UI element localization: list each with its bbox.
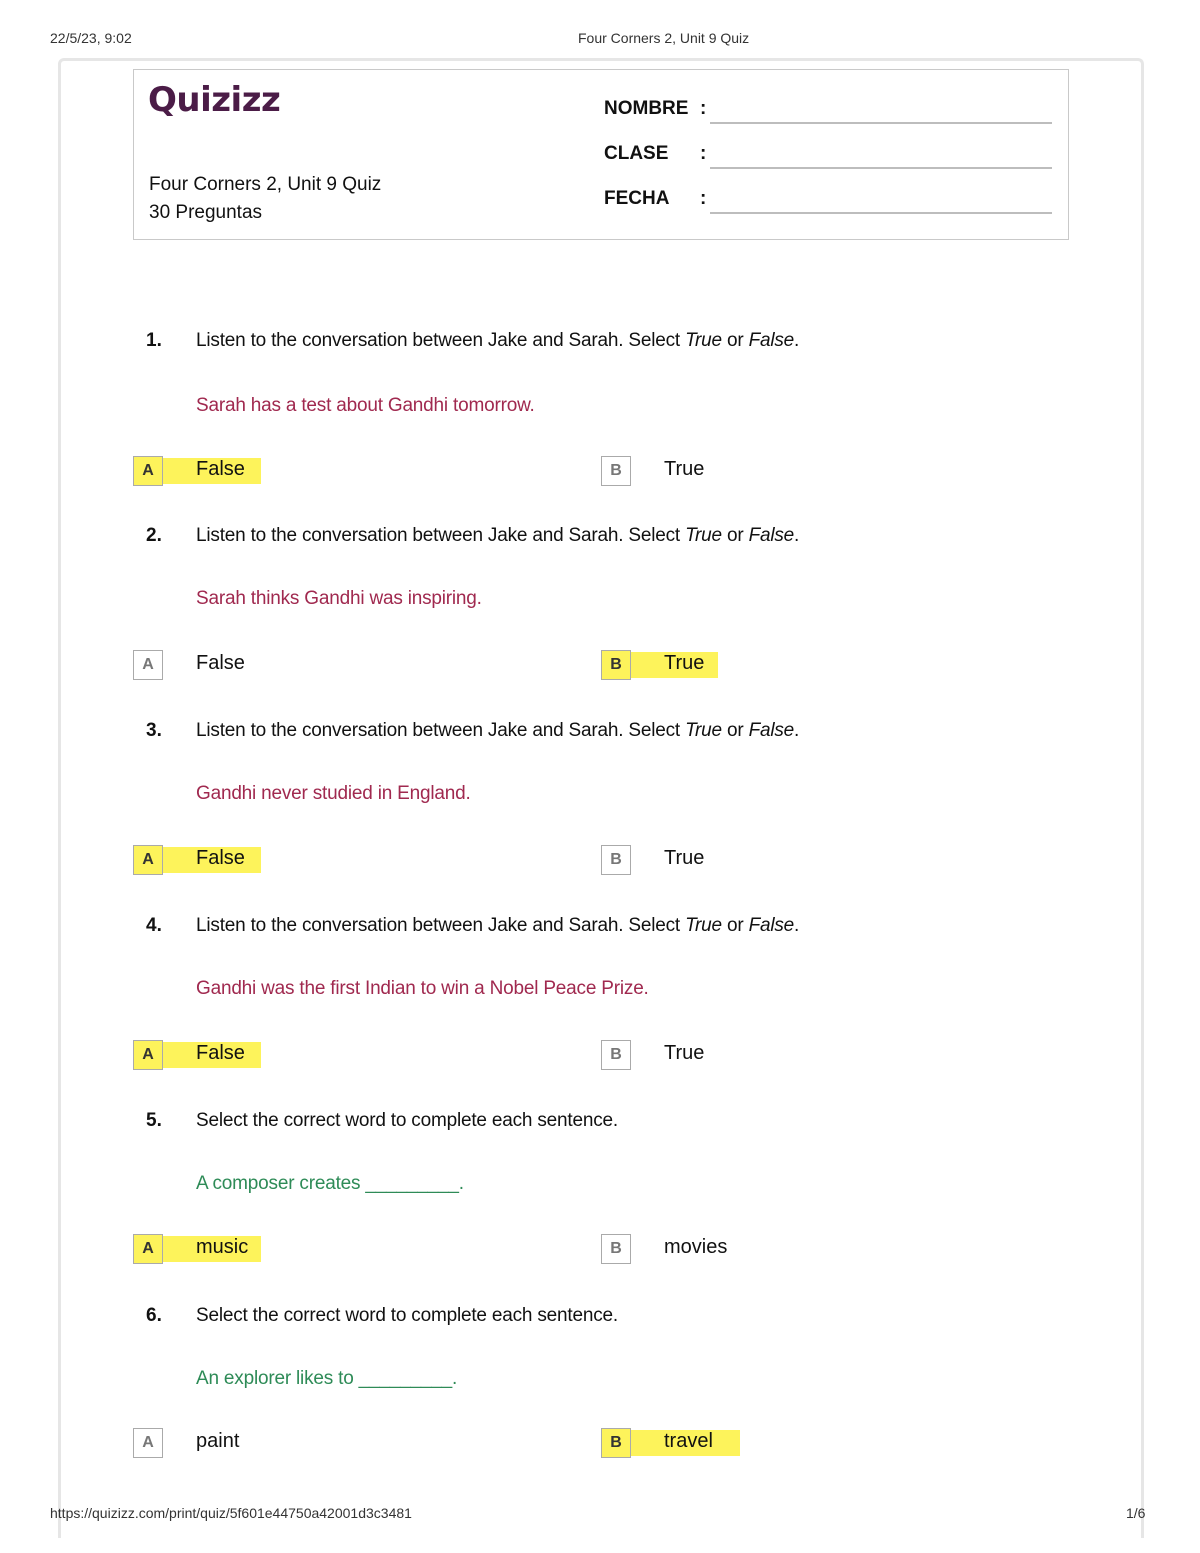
option-b-text[interactable]: movies [664,1236,728,1258]
clase-field [604,143,707,165]
question-number: 3. [146,720,162,741]
option-a-text[interactable]: False [196,1042,245,1064]
option-a-letter[interactable]: A [133,650,163,680]
question-prompt: Gandhi was the first Indian to win a Nobel Peace Prize. [196,978,649,999]
option-b-text[interactable]: True [664,458,705,480]
question-number: 1. [146,330,162,351]
option-a-text[interactable]: music [196,1236,249,1258]
question-count: 30 Preguntas [149,202,263,223]
question-prompt: An explorer likes to _________. [196,1368,458,1389]
nombre-label: NOMBRE [604,98,689,119]
option-a-text[interactable]: paint [196,1430,240,1452]
option-b-letter[interactable]: B [601,845,631,875]
option-a-letter[interactable]: A [133,456,163,486]
question-text: Listen to the conversation between Jake and Sarah. Select True or False. [196,720,800,741]
fecha-label: FECHA [604,188,670,209]
clase-label: CLASE [604,143,669,164]
question-text: Listen to the conversation between Jake and Sarah. Select True or False. [196,330,800,351]
option-b-letter[interactable]: B [601,1234,631,1264]
option-b-letter[interactable]: B [601,456,631,486]
question-number: 4. [146,915,162,936]
quiz-title: Four Corners 2, Unit 9 Quiz [149,174,382,195]
print-url: https://quizizz.com/print/quiz/5f601e44750a42001d3c3481 [50,1505,412,1521]
option-a-text[interactable]: False [196,652,245,674]
quizizz-logo: Quizizz [148,80,281,120]
option-b-text[interactable]: True [664,652,705,674]
option-a-letter[interactable]: A [133,845,163,875]
question-prompt: Sarah has a test about Gandhi tomorrow. [196,395,535,416]
fecha-line[interactable] [710,212,1052,214]
question-text: Select the correct word to complete each sentence. [196,1305,618,1326]
option-b-text[interactable]: True [664,1042,705,1064]
print-title: Four Corners 2, Unit 9 Quiz [578,30,750,46]
question-number: 6. [146,1305,162,1326]
question-text: Listen to the conversation between Jake and Sarah. Select True or False. [196,525,800,546]
option-a-text[interactable]: False [196,847,245,869]
option-a-letter[interactable]: A [133,1040,163,1070]
quiz-header [133,69,1069,240]
nombre-line[interactable] [710,122,1052,124]
question-text: Listen to the conversation between Jake and Sarah. Select True or False. [196,915,800,936]
option-b-text[interactable]: travel [664,1430,713,1452]
print-datetime: 22/5/23, 9:02 [50,30,132,46]
question-prompt: A composer creates _________. [196,1173,464,1194]
option-a-letter[interactable]: A [133,1234,163,1264]
nombre-colon: : [700,98,707,119]
option-a-letter[interactable]: A [133,1428,163,1458]
fecha-field [604,188,707,210]
question-number: 2. [146,525,162,546]
nombre-field [604,98,707,120]
fecha-colon: : [700,188,707,209]
option-b-letter[interactable]: B [601,1040,631,1070]
question-prompt: Sarah thinks Gandhi was inspiring. [196,588,482,609]
clase-colon: : [700,143,707,164]
option-b-letter[interactable]: B [601,650,631,680]
option-a-text[interactable]: False [196,458,245,480]
question-prompt: Gandhi never studied in England. [196,783,471,804]
print-page-number: 1/6 [1126,1505,1146,1521]
question-text: Select the correct word to complete each sentence. [196,1110,618,1131]
option-b-letter[interactable]: B [601,1428,631,1458]
option-b-text[interactable]: True [664,847,705,869]
question-number: 5. [146,1110,162,1131]
clase-line[interactable] [710,167,1052,169]
